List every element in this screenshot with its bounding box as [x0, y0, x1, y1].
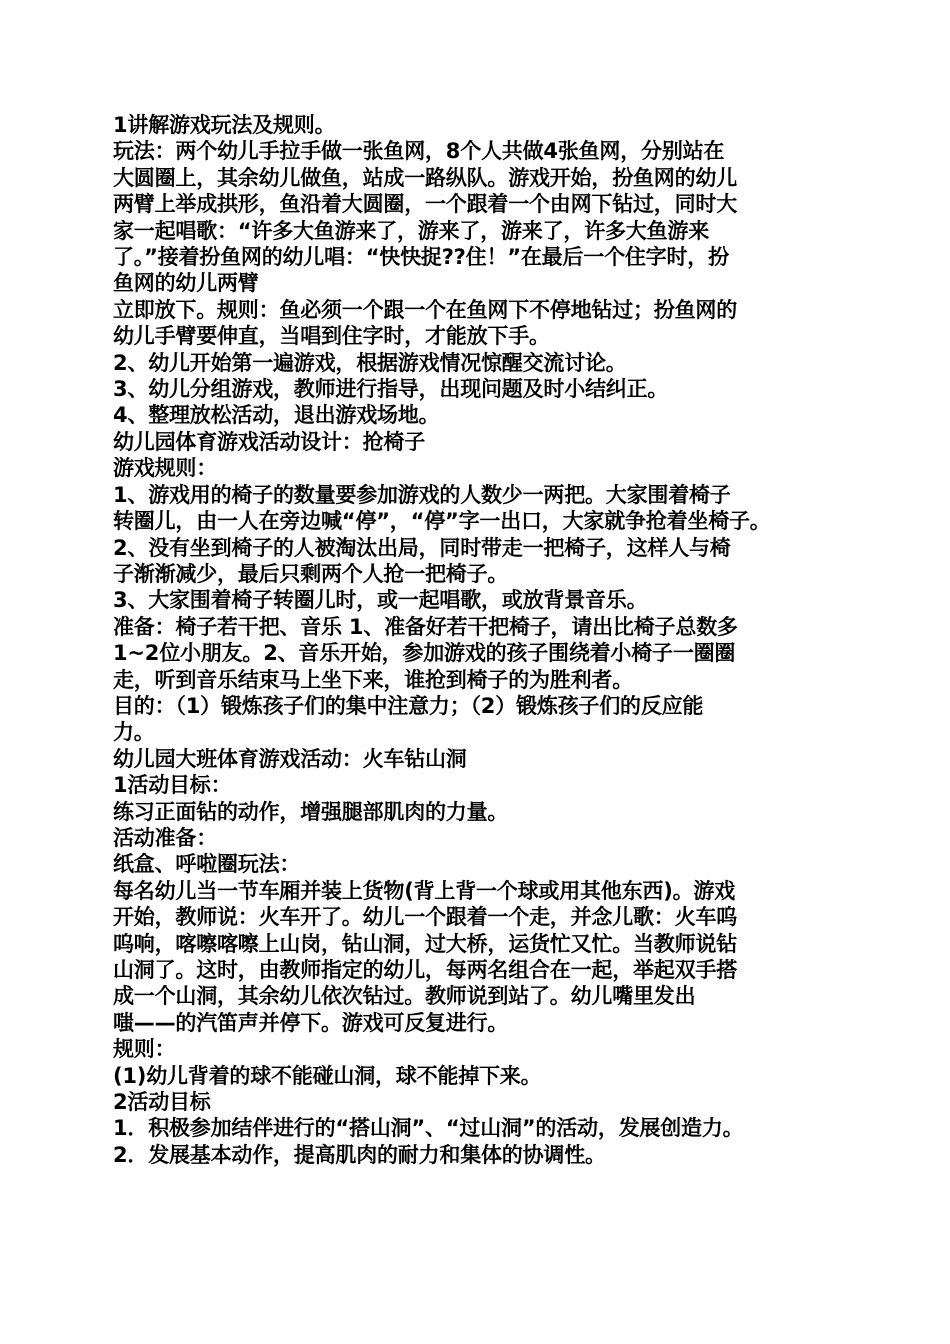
- text-line: 玩法：两个幼儿手拉手做一张鱼网，8个人共做4张鱼网，分别站在: [113, 139, 725, 164]
- document-page: [113, 112, 843, 1168]
- text-line: 山洞了。这时，由教师指定的幼儿，每两名组合在一起，举起双手搭: [113, 958, 737, 982]
- text-line: 嗤——的汽笛声并停下。游戏可反复进行。: [113, 1010, 509, 1035]
- text-line: 1、游戏用的椅子的数量要参加游戏的人数少一两把。大家围着椅子: [113, 482, 731, 507]
- text-line: 两臂上举成拱形，鱼沿着大圆圈，一个跟着一个由网下钻过，同时大: [113, 192, 737, 217]
- text-line: 了。”接着扮鱼网的幼儿唱：“快快捉??住！”在最后一个住字时，扮: [113, 245, 729, 270]
- text-line: 1~2位小朋友。2、音乐开始，参加游戏的孩子围绕着小椅子一圈圈: [113, 641, 736, 666]
- text-line: 每名幼儿当一节车厢并装上货物(背上背一个球或用其他东西)。游戏: [113, 878, 735, 903]
- text-line: 大圆圈上，其余幼儿做鱼，站成一路纵队。游戏开始，扮鱼网的幼儿: [113, 165, 737, 190]
- text-line: 子渐渐减少，最后只剩两个人抢一把椅子。: [113, 561, 509, 586]
- text-line: 开始，教师说：火车开了。幼儿一个跟着一个走，并念儿歌：火车呜: [113, 905, 737, 930]
- text-line: 1讲解游戏玩法及规则。: [113, 113, 336, 137]
- text-line: 转圈儿，由一人在旁边喊“停”，“停”字一出口，大家就争抢着坐椅子。: [113, 509, 771, 534]
- section-heading: 幼儿园大班体育游戏活动：火车钻山洞: [113, 746, 467, 771]
- text-line: 目的：（1）锻炼孩子们的集中注意力；（2）锻炼孩子们的反应能: [113, 693, 704, 718]
- section-heading: 幼儿园体育游戏活动设计：抢椅子: [113, 429, 425, 454]
- text-line: 2、没有坐到椅子的人被淘汰出局，同时带走一把椅子，这样人与椅: [113, 535, 731, 560]
- text-line: 4、整理放松活动，退出游戏场地。: [113, 403, 440, 428]
- text-line: 练习正面钻的动作，增强腿部肌肉的力量。: [113, 799, 509, 824]
- text-line: 2．发展基本动作，提高肌肉的耐力和集体的协调性。: [113, 1142, 606, 1167]
- text-line: 3、大家围着椅子转圈儿时，或一起唱歌，或放背景音乐。: [113, 588, 648, 613]
- text-line: 2、幼儿开始第一遍游戏，根据游戏情况惊醒交流讨论。: [113, 350, 627, 375]
- text-line: 幼儿手臂要伸直，当唱到住字时，才能放下手。: [113, 324, 550, 349]
- text-line: 1．积极参加结伴进行的“搭山洞”、“过山洞”的活动，发展创造力。: [113, 1116, 744, 1141]
- text-line: 3、幼儿分组游戏，教师进行指导，出现问题及时小结纠正。: [113, 377, 669, 402]
- text-line: 规则：: [113, 1037, 176, 1062]
- text-line: 准备：椅子若干把、音乐 1、准备好若干把椅子，请出比椅子总数多: [113, 614, 738, 639]
- text-line: 走，听到音乐结束马上坐下来，谁抢到椅子的为胜利者。: [113, 667, 633, 692]
- text-line: 成一个山洞，其余幼儿依次钻过。教师说到站了。幼儿嘴里发出: [113, 984, 696, 1009]
- text-line: 1活动目标：: [113, 773, 232, 798]
- text-line: 立即放下。规则：鱼必须一个跟一个在鱼网下不停地钻过；扮鱼网的: [113, 297, 737, 322]
- text-line: 纸盒、呼啦圈玩法：: [113, 852, 301, 877]
- text-line: 家一起唱歌：“许多大鱼游来了，游来了，游来了，许多大鱼游来: [113, 218, 709, 243]
- text-line: (1)幼儿背着的球不能碰山洞，球不能掉下来。: [113, 1063, 542, 1088]
- text-line: 活动准备：: [113, 825, 217, 850]
- text-line: 力。: [113, 720, 155, 745]
- text-line: 2活动目标: [113, 1090, 211, 1115]
- text-line: 呜响，喀嚓喀嚓上山岗，钻山洞，过大桥，运货忙又忙。当教师说钻: [113, 931, 737, 956]
- text-line: 鱼网的幼儿两臂: [113, 271, 259, 296]
- text-line: 游戏规则：: [113, 456, 217, 481]
